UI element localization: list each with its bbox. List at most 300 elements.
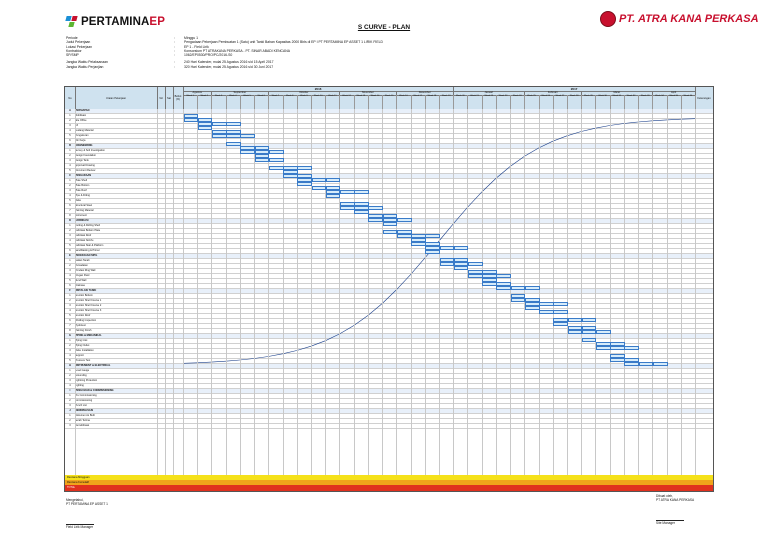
task-label: Lightning Protection: [75, 379, 98, 382]
grid-line: [411, 109, 412, 475]
task-label: Gudang Material: [75, 129, 94, 132]
row-number: 7: [69, 324, 71, 327]
row-number: 5: [69, 244, 71, 247]
col-ket-header: Keterangan: [697, 96, 711, 100]
row-number: 6: [69, 204, 71, 207]
row-number: 7: [69, 209, 71, 212]
pertamina-wordmark: PERTAMINAEP: [81, 16, 165, 28]
task-label: Sandblasting & Primer: [75, 249, 100, 252]
grid-line: [539, 109, 540, 475]
week-header: Week 28: [567, 95, 582, 109]
grid-line: [254, 109, 255, 475]
row-number: 1: [69, 339, 71, 342]
row-number: 5: [69, 169, 71, 172]
month-header: Februari: [524, 91, 582, 96]
schedule-cell: [340, 190, 355, 195]
schedule-cell: [610, 346, 625, 351]
grid-line: [425, 109, 426, 475]
row-number: 4: [69, 239, 71, 242]
task-label: Punch List: [75, 404, 87, 407]
schedule-cell: [297, 166, 312, 171]
task-label: Pressure Test: [75, 359, 91, 362]
task-label: Plate Shell: [75, 179, 87, 182]
week-header: Week 21: [467, 95, 482, 109]
task-label: Serah Terima: [75, 419, 90, 422]
week-header: Week 32: [624, 95, 639, 109]
grid-line: [467, 109, 468, 475]
info-colon: :: [174, 64, 175, 69]
row-number: 3: [69, 189, 71, 192]
grid-line: [624, 109, 625, 475]
col-no-header: No: [65, 87, 76, 109]
schedule-cell: [539, 310, 554, 315]
schedule-cell: [440, 246, 455, 251]
schedule-cell: [283, 174, 298, 179]
week-header: Week 25: [524, 95, 539, 109]
week-header: Week 18: [425, 95, 440, 109]
grid-line: [396, 109, 397, 475]
schedule-cell: [468, 262, 483, 267]
year-header: 2017: [453, 87, 696, 92]
task-label: Piping Inlet: [75, 339, 88, 342]
info-value: Minggu 1: [184, 36, 198, 40]
week-header: Week 17: [411, 95, 426, 109]
week-header: Week 16: [396, 95, 411, 109]
info-value: 320 Hari Kalender, mulai 25 Agustus 2016 s/d 30 Juni 2017: [184, 64, 274, 69]
week-header: Week 15: [382, 95, 397, 109]
row-number: J: [69, 409, 71, 412]
row-number: D: [69, 219, 71, 222]
task-label: Erection Bottom: [75, 294, 93, 297]
task-label: Erection Roof: [75, 314, 91, 317]
week-header: Week 7: [268, 95, 283, 109]
section-label: ENGINEERING: [75, 144, 93, 147]
task-label: Pipe & Fitting: [75, 194, 90, 197]
grid-line: [211, 109, 212, 475]
row-number: 6: [69, 139, 71, 142]
schedule-cell: [553, 322, 568, 327]
schedule-sheet: [64, 86, 714, 492]
row-number: G: [69, 334, 71, 337]
row-number: 6: [69, 284, 71, 287]
task-label: Fabrikasi Nozzle: [75, 239, 94, 242]
week-header: Week 23: [496, 95, 511, 109]
task-label: Dokumen As Built: [75, 414, 95, 417]
week-header: Week 36: [681, 95, 696, 109]
info-colon: :: [174, 60, 175, 65]
schedule-cell: [312, 186, 327, 191]
row-number: 3: [69, 159, 71, 162]
schedule-cell: [354, 210, 369, 215]
row-number: F: [69, 289, 71, 292]
col-bobot-header: Bobot (%): [173, 87, 184, 109]
schedule-cell: [255, 158, 270, 163]
section-label: PEKERJAAN SIPIL: [75, 254, 98, 257]
grid-line: [297, 109, 298, 475]
task-label: Galian Tanah: [75, 259, 90, 262]
footer-cumulative-row: Rencana Kumulatif: [65, 480, 713, 485]
row-number: 5: [69, 314, 71, 317]
row-number: 1: [69, 294, 71, 297]
row-number: I: [69, 389, 71, 392]
info-value: EP 1 - Field Lirik: [184, 44, 209, 49]
info-colon: :: [174, 53, 175, 58]
info-value: Pengadaan Pekerjaan Pembuatan 1 (Satu) unit Tanki Bahan Kapasitas 2000 Bbls di EP I PT PERTAMINA EP ASSET 1 LIRIK FIELD: [184, 40, 383, 45]
grid-line: [339, 109, 340, 475]
schedule-cell: [354, 190, 369, 195]
task-label: Grounding: [75, 374, 87, 377]
schedule-cell: [582, 330, 597, 335]
task-label: Drainase: [75, 284, 86, 287]
task-label: Survey & Soil Investigation: [75, 149, 105, 152]
row-number: 2: [69, 264, 71, 267]
schedule-cell: [440, 262, 455, 267]
row-number: 2: [69, 299, 71, 302]
schedule-cell: [568, 330, 583, 335]
task-label: Pondasi Ring Wall: [75, 269, 96, 272]
row-number: 2: [69, 419, 71, 422]
week-header: Week 24: [510, 95, 525, 109]
month-header: November: [339, 91, 397, 96]
row-number: 2: [69, 344, 71, 347]
row-number: 4: [69, 274, 71, 277]
task-label: K3: [75, 124, 79, 127]
week-header: Week 6: [254, 95, 269, 109]
row-number: 6: [69, 319, 71, 322]
grid-line: [695, 109, 696, 475]
grid-line: [283, 109, 284, 475]
footer-total-row: TOTAL: [65, 485, 713, 491]
schedule-cell: [496, 274, 511, 279]
year-header: 2016: [183, 87, 454, 92]
grid-line: [510, 109, 511, 475]
task-label: Cutting & Rolling Shell: [75, 224, 100, 227]
schedule-footer: [65, 475, 713, 491]
row-number: B: [69, 144, 71, 147]
month-header: September: [211, 91, 269, 96]
schedule-cell: [184, 118, 199, 123]
schedule-cell: [397, 218, 412, 223]
row-number: 3: [69, 124, 71, 127]
row-number: 2: [69, 154, 71, 157]
task-label: Valve Installation: [75, 349, 94, 352]
schedule-cell: [639, 362, 654, 367]
info-key: Lokasi Pekerjaan: [66, 44, 93, 49]
section-label: DEMOBILISASI: [75, 409, 94, 412]
grid-line: [553, 109, 554, 475]
week-header: Week 27: [553, 95, 568, 109]
schedule-cell: [568, 318, 583, 323]
week-header: Week 31: [610, 95, 625, 109]
schedule-cell: [383, 222, 398, 227]
week-header: Week 13: [354, 95, 369, 109]
schedule-cell: [525, 286, 540, 291]
section-label: FABRIKASI: [75, 219, 89, 222]
schedule-cell: [624, 346, 639, 351]
schedule-cell: [511, 298, 526, 303]
section-label: INSTALASI TANKI: [75, 289, 97, 292]
task-label: Fabrikasi Bottom Plate: [75, 229, 101, 232]
task-label: Support: [75, 354, 84, 357]
task-label: Urugan Pasir: [75, 274, 90, 277]
schedule-cell: [553, 302, 568, 307]
schedule-cell: [553, 310, 568, 315]
row-number: 4: [69, 129, 71, 132]
task-label: Painting Material: [75, 209, 94, 212]
col-sat-header: Sat: [165, 87, 174, 109]
footer-weekly-row: Rencana Mingguan: [65, 475, 713, 480]
col-vol-header: Vol: [157, 87, 166, 109]
schedule-cell: [212, 134, 227, 139]
schedule-cell: [297, 182, 312, 187]
schedule-cell: [269, 158, 284, 163]
task-label: Design Tank: [75, 159, 89, 162]
week-header: Week 2: [197, 95, 212, 109]
grid-line: [382, 109, 383, 475]
info-colon: :: [174, 48, 175, 53]
schedule-cell: [226, 134, 241, 139]
project-info: [66, 36, 383, 69]
schedule-cell: [269, 150, 284, 155]
grid-line: [453, 109, 454, 475]
section-label: PENGUJIAN & COMMISSIONING: [75, 389, 114, 392]
row-number: 1: [69, 149, 71, 152]
row-number: 1: [69, 369, 71, 372]
week-header: Week 4: [226, 95, 241, 109]
task-label: Izin Kerja: [75, 139, 86, 142]
row-number: 1: [69, 414, 71, 417]
grid-line: [354, 109, 355, 475]
info-key: Judul Pekerjaan: [66, 40, 91, 45]
task-label: Site Office: [75, 119, 87, 122]
info-colon: :: [174, 40, 175, 45]
schedule-cell: [312, 178, 327, 183]
grid-line: [75, 109, 76, 475]
schedule-cell: [226, 122, 241, 127]
info-row: [66, 65, 383, 69]
month-header: Agustus: [183, 91, 212, 96]
week-header: Week 34: [652, 95, 667, 109]
schedule-cell: [596, 346, 611, 351]
task-label: Welding Inspection: [75, 319, 97, 322]
schedule-cell: [496, 286, 511, 291]
grid-line: [197, 109, 198, 475]
info-value: 240 Hari Kalender, mulai 25 Agustus 2016 s/d 15 April 2017: [184, 60, 274, 65]
row-number: 3: [69, 404, 71, 407]
info-key: Kontraktor: [66, 48, 82, 53]
row-number: 3: [69, 379, 71, 382]
task-label: Valve: [75, 199, 82, 202]
task-label: Level Gauge: [75, 369, 90, 372]
grid-line: [581, 109, 582, 475]
week-header: Week 9: [297, 95, 312, 109]
schedule-cell: [326, 178, 341, 183]
week-header: Week 19: [439, 95, 454, 109]
month-header: Januari: [453, 91, 525, 96]
grid-line: [610, 109, 611, 475]
week-header: Week 26: [539, 95, 554, 109]
week-header: Week 8: [283, 95, 298, 109]
week-header: Week 1: [183, 95, 198, 109]
task-label: Plate Bottom: [75, 184, 90, 187]
row-number: 2: [69, 184, 71, 187]
row-number: 5: [69, 134, 71, 137]
week-header: Week 35: [667, 95, 682, 109]
schedule-cell: [425, 234, 440, 239]
week-header: Week 29: [581, 95, 596, 109]
page-title: S CURVE - PLAN: [357, 24, 411, 31]
info-key: SP/SMP: [66, 53, 79, 58]
week-header: Week 33: [638, 95, 653, 109]
grid-line: [325, 109, 326, 475]
grid-line: [173, 109, 174, 475]
task-label: Lighting: [75, 384, 84, 387]
task-label: Fabrikasi Stair & Platform: [75, 244, 104, 247]
row-number: 1: [69, 259, 71, 262]
info-key: Jangka Waktu Pelaksanaan: [66, 60, 108, 65]
schedule-cell: [468, 274, 483, 279]
week-header: Week 14: [368, 95, 383, 109]
row-number: 8: [69, 214, 71, 217]
grid-line: [652, 109, 653, 475]
row-number: 5: [69, 199, 71, 202]
row-number: 3: [69, 424, 71, 427]
row-number: 4: [69, 309, 71, 312]
month-header: Maret: [581, 91, 653, 96]
section-label: INSTRUMENT & ELEKTRIKAL: [75, 364, 111, 367]
atrakana-wordmark: PT. ATRA KANA PERKASA: [619, 13, 759, 25]
task-label: Hydrotest: [75, 324, 86, 327]
task-label: Pemadatan: [75, 264, 88, 267]
info-value: 1062/EP0530/PRO/PC/2016-S0: [184, 53, 233, 58]
grid-line: [165, 109, 166, 475]
row-number: 2: [69, 374, 71, 377]
task-label: Erection Shell Course 3: [75, 309, 102, 312]
task-label: Bund Wall: [75, 279, 87, 282]
grid-line: [524, 109, 525, 475]
schedule-cell: [582, 338, 597, 343]
week-header: Week 3: [211, 95, 226, 109]
task-label: Structural Steel: [75, 204, 93, 207]
row-number: 8: [69, 329, 71, 332]
week-header: Week 11: [325, 95, 340, 109]
info-colon: :: [174, 36, 175, 40]
grid-line: [567, 109, 568, 475]
row-number: 2: [69, 229, 71, 232]
task-label: Commissioning: [75, 399, 93, 402]
schedule-cell: [482, 282, 497, 287]
week-header: Week 30: [595, 95, 610, 109]
schedule-cell: [454, 266, 469, 271]
month-header: April: [652, 91, 696, 96]
schedule-cell: [454, 246, 469, 251]
section-label: PERSIAPAN: [75, 109, 90, 112]
info-key: Periode: [66, 36, 78, 40]
month-header: Desember: [396, 91, 454, 96]
grid-line: [240, 109, 241, 475]
task-label: Plate Roof: [75, 189, 87, 192]
schedule-cell: [610, 358, 625, 363]
row-number: 4: [69, 164, 71, 167]
grid-line: [496, 109, 497, 475]
schedule-cell: [368, 218, 383, 223]
grid-line: [268, 109, 269, 475]
row-number: 1: [69, 179, 71, 182]
row-number: A: [69, 109, 71, 112]
grid-line: [667, 109, 668, 475]
row-number: 4: [69, 384, 71, 387]
task-label: Design Foundation: [75, 154, 96, 157]
task-label: Erection Shell Course 1: [75, 299, 102, 302]
row-number: 1: [69, 114, 71, 117]
grid-line: [157, 109, 158, 475]
schedule-cell: [212, 122, 227, 127]
signature-left: Mengetahui, PT PERTAMINA EP ASSET 1 Field Lirik Manager: [66, 498, 108, 529]
week-header: Week 22: [482, 95, 497, 109]
schedule-cell: [653, 362, 668, 367]
schedule-cell: [198, 126, 213, 131]
schedule-cell: [511, 286, 526, 291]
row-number: 1: [69, 224, 71, 227]
schedule-cell: [539, 302, 554, 307]
task-label: Instrument: [75, 214, 87, 217]
task-label: Erection Shell Course 2: [75, 304, 102, 307]
info-colon: :: [174, 44, 175, 49]
grid-line: [439, 109, 440, 475]
schedule-cell: [326, 194, 341, 199]
row-number: 3: [69, 234, 71, 237]
row-number: E: [69, 254, 71, 257]
row-number: 3: [69, 304, 71, 307]
grid-line: [681, 109, 682, 475]
schedule-cell: [240, 134, 255, 139]
row-number: 5: [69, 279, 71, 282]
task-label: Painting Finish: [75, 329, 92, 332]
row-number: 2: [69, 399, 71, 402]
row-number: 3: [69, 269, 71, 272]
schedule-cell: [596, 330, 611, 335]
week-header: Week 12: [339, 95, 354, 109]
schedule-cell: [240, 150, 255, 155]
schedule-cell: [624, 362, 639, 367]
grid-line: [638, 109, 639, 475]
row-number: 3: [69, 349, 71, 352]
info-key: Jangka Waktu Perjanjian: [66, 64, 104, 69]
schedule-cell: [411, 242, 426, 247]
schedule-cell: [340, 206, 355, 211]
grid-line: [226, 109, 227, 475]
signature-right: Dibuat oleh, PT ATRA KANA PERKASA Site Manager: [656, 494, 695, 525]
schedule-cell: [582, 318, 597, 323]
info-row: [66, 53, 383, 57]
week-header: Week 20: [453, 95, 468, 109]
schedule-cell: [397, 234, 412, 239]
task-label: Piping Outlet: [75, 344, 90, 347]
info-value: Konsorsium PT ATRAKANA PERKASA - PT. SINAR ABADI KENCANA: [184, 48, 290, 53]
row-number: C: [69, 174, 71, 177]
week-header: Week 10: [311, 95, 326, 109]
schedule-cell: [383, 230, 398, 235]
task-label: Document Review: [75, 169, 96, 172]
section-label: PENGADAAN: [75, 174, 92, 177]
task-label: Demobilisasi: [75, 424, 90, 427]
row-number: 6: [69, 249, 71, 252]
schedule-cell: [226, 142, 241, 147]
schedule-cell: [425, 250, 440, 255]
row-number: H: [69, 364, 71, 367]
month-header: Oktober: [268, 91, 340, 96]
task-label: Fabrikasi Roof: [75, 234, 92, 237]
